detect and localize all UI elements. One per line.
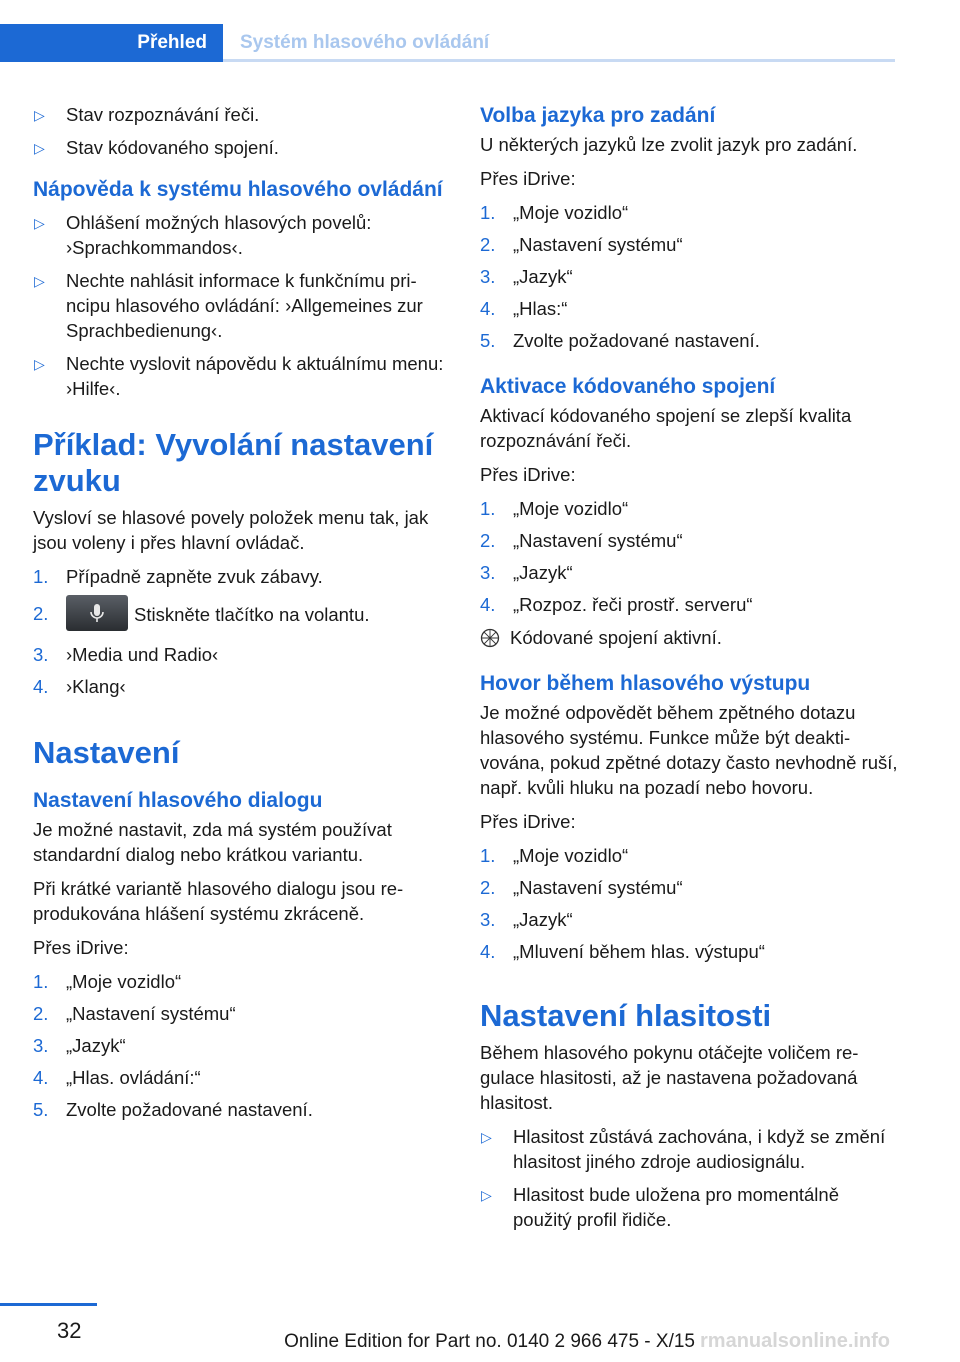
encrypted-connection-icon [480, 628, 500, 648]
status-bullet-list [33, 102, 448, 160]
triangle-bullet-icon: ▷ [34, 273, 45, 289]
list-item: 3. „Jazyk“ [480, 909, 573, 930]
footer-rule [0, 1303, 97, 1306]
dialog-steps [33, 969, 448, 1122]
volume-bullets [480, 1124, 900, 1232]
list-item: 1. Případně zapněte zvuk zábavy. [33, 566, 323, 587]
dialog-p2: Při krátké variantě hlasového dialogu jsou re‐produkována hlášení systému zkráceně. [33, 878, 404, 924]
enc-steps [480, 496, 900, 617]
watermark: rmanualsonline.info [700, 1330, 891, 1352]
tab-prehled: Přehled [0, 24, 223, 62]
example-title: Příklad: Vyvolání nastavení zvuku [33, 427, 434, 498]
list-item: ▷ Hlasitost bude uložena pro momentálně použitý profil řidiče. [481, 1184, 839, 1230]
triangle-bullet-icon: ▷ [34, 140, 45, 156]
dialog-p3: Přes iDrive: [33, 937, 129, 958]
list-item: ▷ Nechte nahlásit informace k funkčnímu pri‐ncipu hlasového ovládání: ›Allgemeines zur Sprachbedienung‹. [34, 270, 423, 341]
list-item: 3. ›Media und Radio‹ [33, 644, 219, 665]
settings-title: Nastavení [33, 735, 180, 770]
microphone-button-icon [66, 595, 128, 631]
list-item: 2. „Nastavení systému“ [480, 234, 683, 255]
call-p1: Je možné odpovědět během zpětného dotazu hlasového systému. Funkce může být deakti‐vována, pokud zpětné dotazy často nevhodně ruší, např. kvůli hluku na pozadí nebo hovoru. [480, 702, 898, 798]
edition-footer: Online Edition for Part no. 0140 2 966 475 - X/15 [284, 1331, 695, 1352]
list-item: 2. Stiskněte tlačítko na volantu. [33, 601, 448, 631]
list-item: ▷ Stav kódovaného spojení. [33, 135, 448, 160]
list-item: 4. „Hlas. ovládání:“ [33, 1067, 201, 1088]
triangle-bullet-icon: ▷ [34, 215, 45, 231]
list-item: 5. Zvolte požadované nastavení. [480, 330, 760, 351]
list-item: 4. „Rozpoz. řeči prostř. serveru“ [480, 594, 753, 615]
page-number: 32 [57, 1318, 82, 1343]
example-steps [33, 564, 448, 699]
page-header [0, 24, 895, 62]
triangle-bullet-icon: ▷ [34, 356, 45, 372]
lang-steps [480, 200, 900, 353]
encrypted-note: Kódované spojení aktivní. [480, 625, 900, 650]
dialog-heading: Nastavení hlasového dialogu [33, 789, 323, 812]
call-steps [480, 843, 900, 964]
list-item: 1. „Moje vozidlo“ [480, 202, 629, 223]
triangle-bullet-icon: ▷ [481, 1129, 492, 1145]
list-item: 2. „Nastavení systému“ [480, 530, 683, 551]
header-underline [223, 59, 895, 62]
lang-heading: Volba jazyka pro zadání [480, 104, 716, 127]
list-item: 4. „Mluvení během hlas. výstupu“ [480, 941, 765, 962]
list-item: 2. „Nastavení systému“ [33, 1003, 236, 1024]
list-item: ▷ Hlasitost zůstává zachována, i když se změní hlasitost jiného zdroje audiosignálu. [481, 1126, 886, 1172]
list-item: 4. „Hlas:“ [480, 298, 568, 319]
encrypted-heading: Aktivace kódovaného spojení [480, 375, 776, 398]
list-item: 4. ›Klang‹ [33, 676, 126, 697]
left-column [33, 100, 448, 1138]
list-item: 5. Zvolte požadované nastavení. [33, 1099, 313, 1120]
right-column [480, 104, 900, 1246]
call-p2: Přes iDrive: [480, 811, 576, 832]
list-item: 3. „Jazyk“ [33, 1035, 126, 1056]
triangle-bullet-icon: ▷ [481, 1187, 492, 1203]
list-item: 3. „Jazyk“ [480, 562, 573, 583]
list-item: 1. „Moje vozidlo“ [480, 498, 629, 519]
enc-p2: Přes iDrive: [480, 464, 576, 485]
example-intro: Vysloví se hlasové povely položek menu tak, jak jsou voleny i přes hlavní ovládač. [33, 507, 429, 553]
list-item: ▷ Ohlášení možných hlasových povelů: ›Sprachkommandos‹. [34, 212, 372, 258]
list-item: ▷ Nechte vyslovit nápovědu k aktuálnímu menu: ›Hilfe‹. [34, 353, 444, 399]
lang-p2: Přes iDrive: [480, 168, 576, 189]
enc-p1: Aktivací kódovaného spojení se zlepší kvalita rozpoznávání řeči. [480, 405, 852, 451]
list-item: 2. „Nastavení systému“ [480, 877, 683, 898]
list-item: ▷ Stav rozpoznávání řeči. [33, 102, 448, 127]
dialog-p1: Je možné nastavit, zda má systém používat standardní dialog nebo krátkou variantu. [33, 819, 392, 865]
list-item: 1. „Moje vozidlo“ [480, 845, 629, 866]
volume-title: Nastavení hlasitosti [480, 998, 772, 1033]
list-item: 1. „Moje vozidlo“ [33, 971, 182, 992]
tab-system-hlasoveho-ovladani: Systém hlasového ovládání [240, 32, 490, 53]
call-heading: Hovor během hlasového výstupu [480, 672, 811, 695]
list-item: 3. „Jazyk“ [480, 266, 573, 287]
help-bullet-list [33, 210, 448, 401]
vol-p1: Během hlasového pokynu otáčejte voličem re‐gulace hlasitosti, až je nastavena požadovaná hlasitost. [480, 1042, 859, 1113]
triangle-bullet-icon: ▷ [34, 107, 45, 123]
lang-p1: U některých jazyků lze zvolit jazyk pro zadání. [480, 134, 858, 155]
help-heading: Nápověda k systému hlasového ovládání [33, 178, 443, 201]
